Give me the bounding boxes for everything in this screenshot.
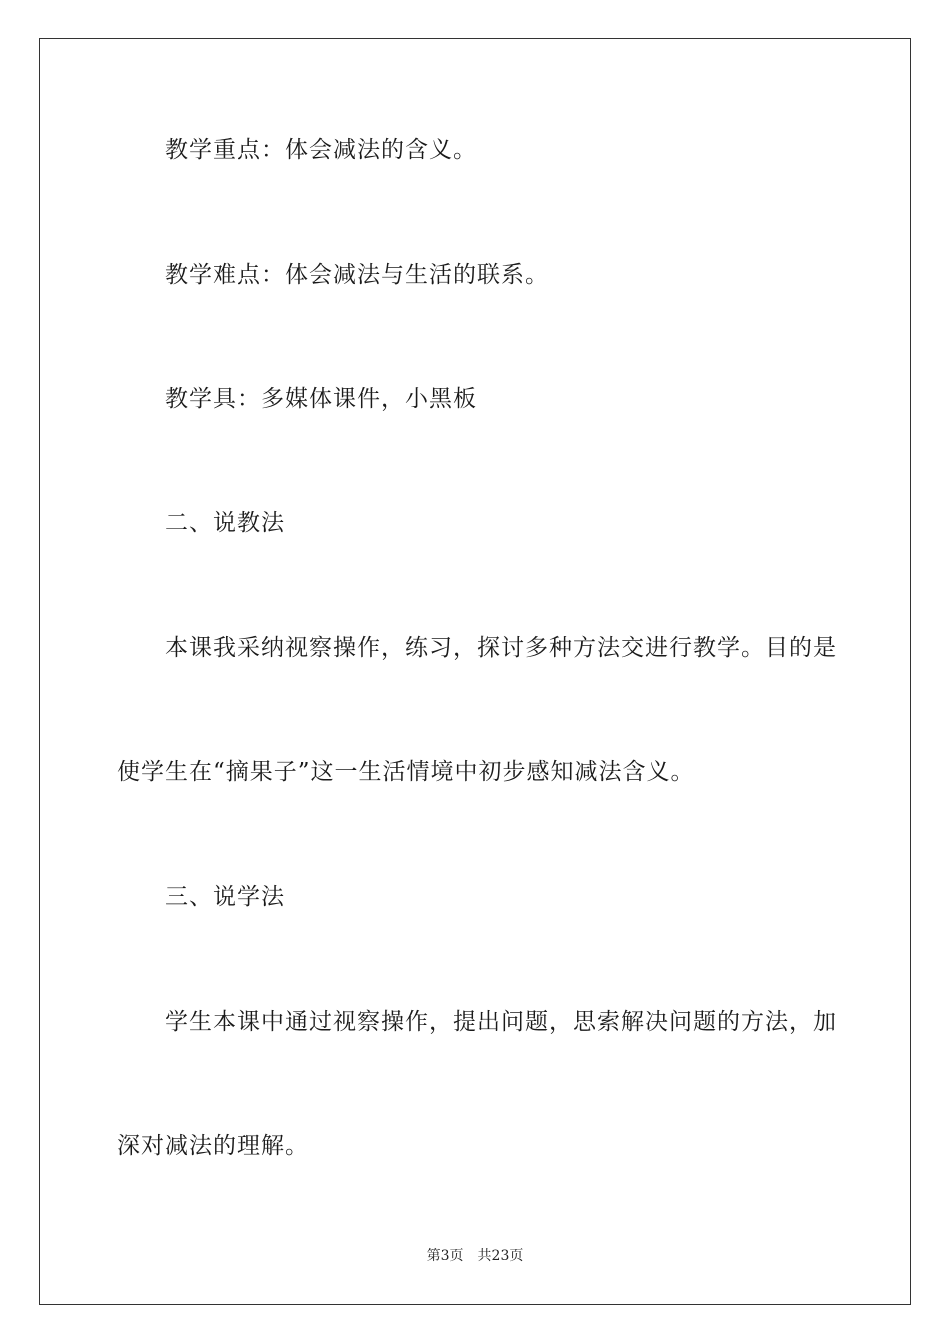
paragraph-line: 本课我采纳视察操作，练习，探讨多种方法交进行教学。目的是 [165, 635, 837, 661]
key-point-line: 教学重点：体会减法的含义。 [165, 137, 477, 163]
section-heading-learning-method: 三、说学法 [165, 884, 285, 910]
paragraph-line: 使学生在“摘果子”这一生活情境中初步感知减法含义。 [117, 759, 695, 785]
teaching-aids-line: 教学具：多媒体课件，小黑板 [165, 386, 477, 412]
difficult-point-line: 教学难点：体会减法与生活的联系。 [165, 262, 549, 288]
page-border [39, 38, 911, 1305]
paragraph-line: 学生本课中通过视察操作，提出问题，思索解决问题的方法，加 [165, 1009, 837, 1035]
paragraph-line: 深对减法的理解。 [117, 1133, 309, 1159]
page-footer [0, 1246, 950, 1266]
page-total: 共23页 [477, 1248, 524, 1264]
section-heading-teaching-method: 二、说教法 [165, 510, 285, 536]
page-number: 第3页 [426, 1248, 464, 1264]
